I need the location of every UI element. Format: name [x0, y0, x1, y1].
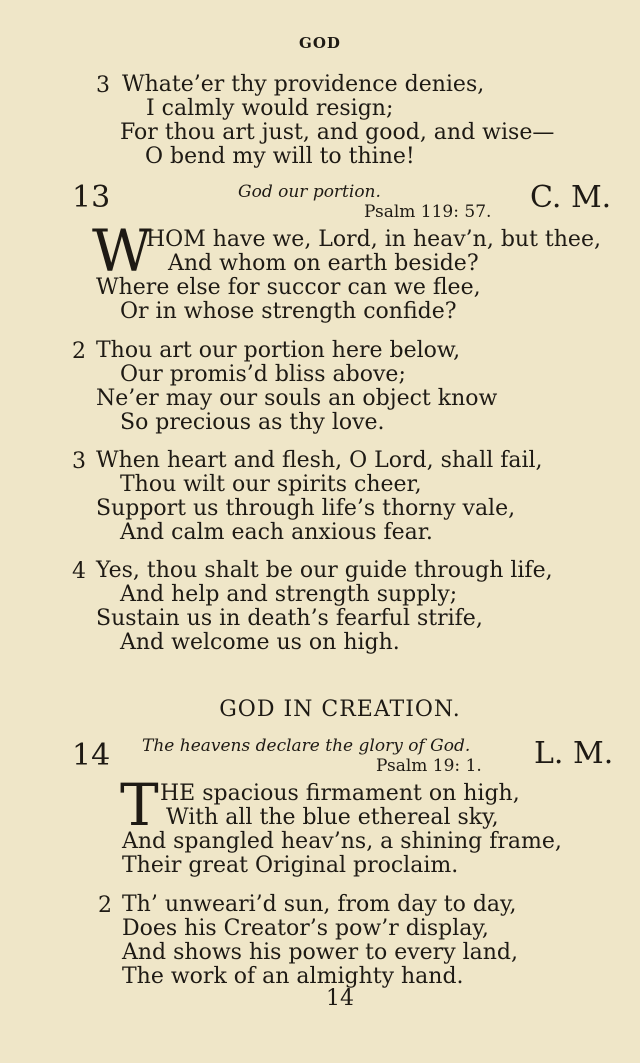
verse-line: HE spacious firmament on high,	[160, 781, 520, 806]
hymn-meter: L. M.	[534, 736, 614, 771]
verse-line: So precious as thy love.	[120, 410, 385, 435]
verse-line: Th’ unweari’d sun, from day to day,	[122, 892, 517, 917]
drop-cap: W	[92, 217, 152, 285]
running-header: GOD	[299, 34, 341, 52]
verse-line: Yes, thou shalt be our guide through life,	[96, 558, 553, 583]
verse-line: And whom on earth beside?	[168, 251, 479, 276]
verse-line: Or in whose strength confide?	[120, 299, 457, 324]
verse-line: And spangled heav’ns, a shining frame,	[122, 829, 562, 854]
verse-line: Thou wilt our spirits cheer,	[120, 472, 422, 497]
stanza-number: 4	[72, 559, 86, 584]
hymn-number: 13	[72, 180, 111, 215]
verse-line: When heart and flesh, O Lord, shall fail,	[96, 448, 543, 473]
drop-cap: T	[120, 771, 159, 839]
hymn-meter: C. M.	[530, 180, 612, 215]
hymn-title: The heavens declare the glory of God.	[142, 736, 471, 756]
verse-line: O bend my will to thine!	[145, 144, 415, 169]
verse-line: Sustain us in death’s fearful strife,	[96, 606, 483, 631]
stanza-number: 3	[96, 73, 110, 98]
stanza-number: 3	[72, 449, 86, 474]
verse-line: And calm each anxious fear.	[120, 520, 433, 545]
stanza-number: 2	[98, 893, 112, 918]
verse-line: And shows his power to every land,	[122, 940, 519, 965]
verse-line: Where else for succor can we flee,	[96, 275, 481, 300]
verse-line: The work of an almighty hand.	[122, 964, 464, 989]
verse-line: And help and strength supply;	[120, 582, 458, 607]
verse-line: Thou art our portion here below,	[96, 338, 461, 363]
verse-line: For thou art just, and good, and wise—	[120, 120, 555, 145]
scripture-reference: Psalm 19: 1.	[376, 756, 482, 776]
verse-line: And welcome us on high.	[120, 630, 400, 655]
verse-line: I calmly would resign;	[146, 96, 394, 121]
scripture-reference: Psalm 119: 57.	[364, 202, 492, 222]
stanza-number: 2	[72, 339, 86, 364]
page-number: 14	[326, 986, 354, 1011]
verse-line: With all the blue ethereal sky,	[166, 805, 499, 830]
section-title: GOD IN CREATION.	[219, 697, 461, 722]
verse-line: Support us through life’s thorny vale,	[96, 496, 516, 521]
verse-line: Whate’er thy providence denies,	[122, 72, 485, 97]
verse-line: Ne’er may our souls an object know	[96, 386, 498, 411]
verse-line: Does his Creator’s pow’r display,	[122, 916, 489, 941]
verse-line: HOM have we, Lord, in heav’n, but thee,	[146, 227, 601, 252]
hymn-title: God our portion.	[238, 182, 381, 202]
verse-line: Our promis’d bliss above;	[120, 362, 406, 387]
hymn-number: 14	[72, 738, 111, 773]
verse-line: Their great Original proclaim.	[122, 853, 459, 878]
